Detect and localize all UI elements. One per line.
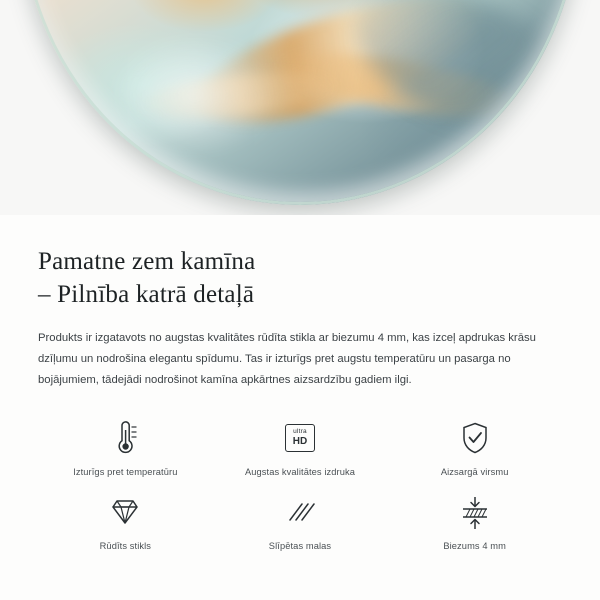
feature-label: Izturīgs pret temperatūru: [73, 467, 178, 477]
feature-label: Augstas kvalitātes izdruka: [244, 467, 356, 477]
feature-label: Rūdīts stikls: [99, 541, 152, 551]
title-line-1: Pamatne zem kamīna: [38, 248, 256, 275]
ultra-hd-icon: [285, 417, 315, 459]
diamond-icon: [106, 491, 144, 533]
product-description: Produkts ir izgatavots no augstas kvalitātes rūdīta stikla ar biezumu 4 mm, kas izceļ apdrukas krāsu dzīļumu un nodrošina elegantu spīdumu. Tas ir izturīgs pret augstu temperatūru un pasarga no bojājumiem, tādejādi nodrošinot kamīna apkārtnes aizsardzību gadiem ilgi.: [38, 332, 536, 386]
feature-item: [387, 417, 562, 477]
white-highlight-decoration: [110, 35, 280, 155]
content-block: [0, 215, 600, 551]
feature-label: Biezums 4 mm: [443, 541, 506, 551]
polished-edges-icon: [282, 491, 318, 533]
page-title: [38, 245, 562, 311]
feature-item: [387, 491, 562, 551]
round-glass-panel: [20, 0, 580, 205]
feature-label: Slīpētas malas: [268, 541, 332, 551]
thickness-icon: [457, 491, 493, 533]
shield-check-icon: [458, 417, 492, 459]
feature-item: [38, 491, 213, 551]
thermometer-icon: [108, 417, 142, 459]
ultra-hd-badge-bottom: HD: [292, 435, 308, 447]
ultra-hd-badge-top: ultra: [293, 428, 307, 436]
feature-item: [38, 417, 213, 477]
feature-item: [213, 417, 388, 477]
feature-label: Aizsargā virsmu: [440, 467, 509, 477]
title-line-2: – Pilnība katrā detaļā: [38, 281, 255, 308]
feature-grid: [38, 417, 562, 551]
hero-image: [0, 0, 600, 215]
feature-item: [213, 491, 388, 551]
